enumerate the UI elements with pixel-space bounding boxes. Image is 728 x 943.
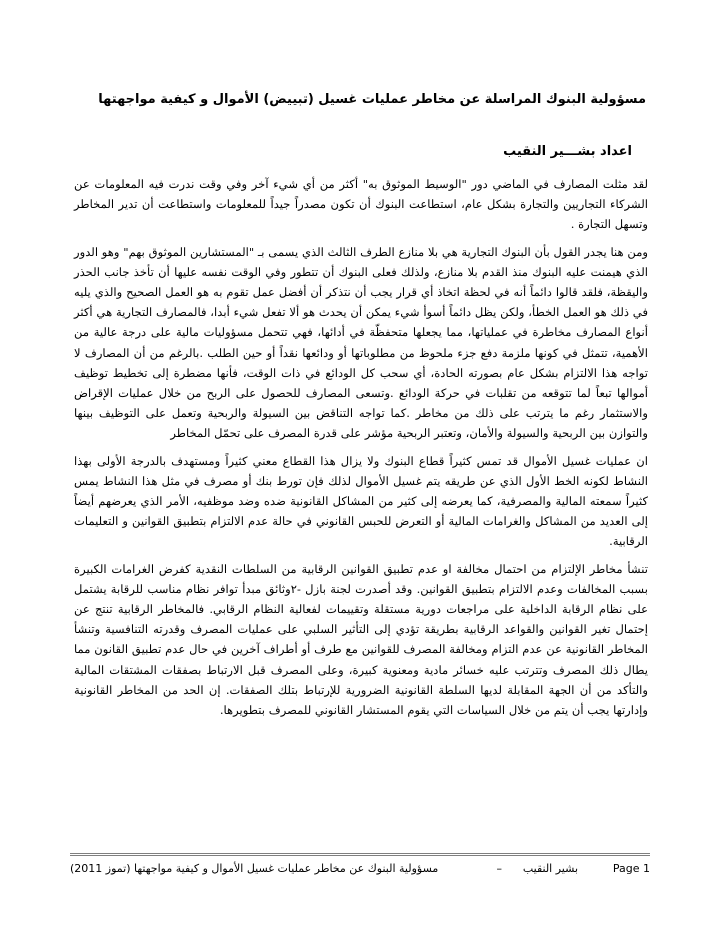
paragraph-3: ان عمليات غسيل الأموال قد تمس كثيراً قطاع البنوك ولا يزال هذا القطاع معني كثيراً ومستهدف بالدرجة الأولى بهذا النشاط لكونه الخط الأول الذي عن طريقه يتم غسيل الأموال لذلك فإن تورط بنك أو مصرف في مثل هذا النشاط يمس كثيراً سمعته المالية والمصرفية، كما يعرضه إلى كثير من المشاكل القانونية ضده وضد موظفيه، الأمر الذي يعرضهم أيضاً إلى العديد من المشاكل والغرامات المالية أو التعرض للحبس القانوني في حالة عدم الالتزام بتطبيق القوانين و التعليمات الرقابية. [74,453,648,549]
page-footer [70,853,650,880]
author-line: اعداد بشـــير النقيب [503,144,632,159]
page-number: Page 1 [612,862,650,875]
paragraph-1: لقد مثلت المصارف في الماضي دور "الوسيط الموثوق به" أكثر من أي شيء آخر وفي وقت ندرت فيه المعلومات عن الشركاء التجاريين والتجارة بشكل عام، استطاعت البنوك أن تكون مصدراً جيداً للمعلومات واستطاعت أن تدير المخاطر وتسهل التجارة . [74,177,648,232]
footer-author: بشير النقيب [522,862,578,875]
document-title: مسؤولية البنوك المراسلة عن مخاطر عمليات غسيل (تبييض) الأموال و كيفية مواجهتها [98,92,646,107]
footer-title: مسؤولية البنوك عن مخاطر عمليات غسيل الأموال و كيفية مواجهتها (تموز 2011) [70,862,439,875]
document-body [74,174,648,727]
footer-separator: – [496,862,502,875]
paragraph-4: تنشأ مخاطر الإلتزام من احتمال مخالفة او عدم تطبيق القوانين الرقابية من السلطات النقدية كفرض الغرامات الكبيرة بسبب المخالفات وعدم الالتزام بتطبيق القوانين. وقد أصدرت لجنة بازل -٢وثائق مبدأ توافر نظام مناسب للرقابة يشتمل على نظام الرقابة الداخلية على مراجعات دورية مستقلة وتقييمات لفعالية النظام الرقابي. فالمخاطر الرقابية تنتج عن إحتمال تغير القوانين والقواعد الرقابية بطريقة تؤدي إلى التأثير السلبي على عمليات المصرف وقدرته التنافسية وتنشأ المخاطر القانونية عن عدم التزام ومخالفة المصرف للقوانين مع طرف أو أطراف آخرين في حال عدم تطبيق القانون مما يطال ذلك المصرف وتترتب عليه خسائر مادية ومعنوية كبيرة، وعلى المصرف قبل الارتباط بصفقات المشتقات المالية والتأكد من أن الجهة المقابلة لديها السلطة القانونية الضرورية للإرتباط بتلك الصفقات. إن الحد من المخاطر القانونية وإدارتها يجب أن يتم من خلال السياسات التي يقوم المستشار القانوني للمصرف بتطويرها. [74,561,648,718]
paragraph-2: ومن هنا يجدر القول بأن البنوك التجارية هي بلا منازع الطرف الثالث الذي يسمى بـ "المستشارين الموثوق بهم" وهو الدور الذي هيمنت عليه البنوك منذ القدم بلا منازع، ولذلك فعلى البنوك أن تتطور وفي الوقت نفسه عليها أن تأخذ جانب الحذر واليقظة، فلقد قالوا دائماً أنه في لحظة اتخاذ أي قرار يجب أن نتذكر أن أفضل عمل تقوم به هو العمل الصحيح والذي يليه في ذلك هو العمل الخطأ، ولكن يظل دائماً أسوأ شيء يمكن أن يحدث هو ألا تفعل شيء أبدا، فالمصارف التجارية هي أكثر أنواع المصارف مخاطرة في عملياتها، مما يجعلها متحفظّة في أدائها، فهي تتحمل مسؤوليات مالية على درجة عالية من الأهمية، تتمثل في كونها ملزمة دفع جزء ملحوظ من مطلوباتها أو ودائعها نقداً أو حين الطلب .بالرغم من أن المصارف لا تواجه هذا الالتزام بشكل عام بصورته الحادة، أي سحب كل الودائع في ذات الوقت، فأنها مضطرة إلى تخطيط توظيف أموالها تبعاً لما تتوقعه من تقلبات في حركة الودائع .وتسعى المصارف للحصول على الربح من خلال عمليات الإقراض والاستثمار رغم ما يترتب على ذلك من مخاطر .كما تواجه التناقض بين السيولة والربحية وتعمل على التوظيف بينها والتوازن بين الربحية والسيولة والأمان، وتعتبر الربحية مؤشر على قدرة المصرف على تحمّل المخاطر [74,244,648,441]
